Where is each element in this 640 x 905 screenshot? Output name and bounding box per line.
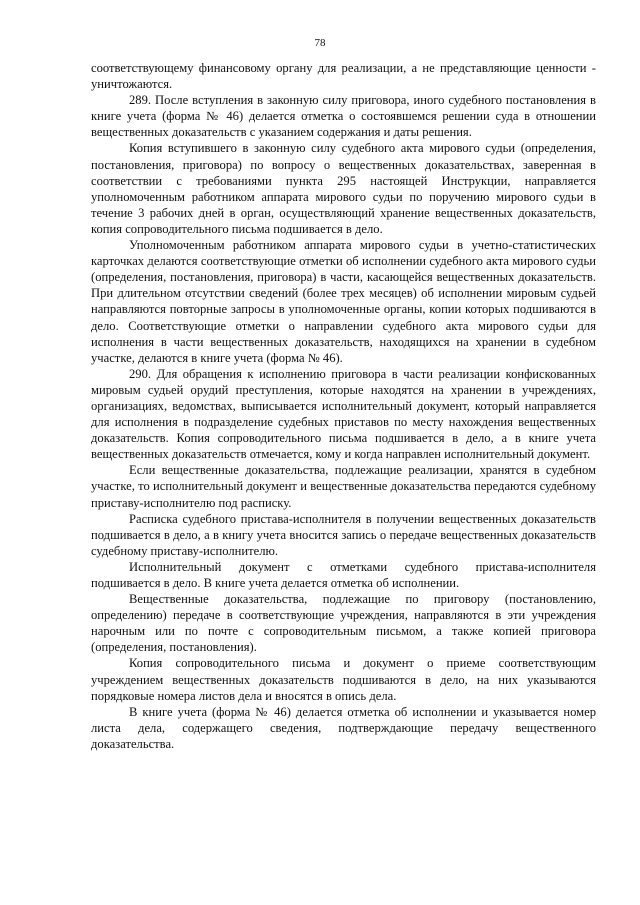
page-number: 78 bbox=[314, 37, 326, 49]
paragraph-court-act-copy: Копия вступившего в законную силу судебного акта мирового судьи (определения, постановления, приговора) по вопросу о вещественных доказательствах, заверенная в соответствии с требованиями пункта 295 настоящей Инструкции, направляется уполномоченным работником аппарата мирового судьи по поручению мирового судьи в течение 3 рабочих дней в орган, осуществляющий хранение вещественных доказательств, копия сопроводительного письма подшивается в дело. bbox=[91, 141, 596, 236]
paragraph-289: 289. После вступления в законную силу приговора, иного судебного постановления в книге учета (форма № 46) делается отметка о состоявшемся решении суда в отношении вещественных доказательств с указанием содержания и даты решения. bbox=[91, 93, 596, 140]
paragraph-transfer-to-institutions: Вещественные доказательства, подлежащие по приговору (постановлению, определению) передаче в соответствующие учреждения, направляются в эти учреждения нарочным или по почте с сопроводительным письмом, а также копией приговора (определения, постановления). bbox=[91, 592, 596, 655]
paragraph-cover-letter-copy: Копия сопроводительного письма и документ о приеме соответствующим учреждением вещественных доказательств подшиваются в дело, на них указываются порядковые номера листов дела и вносятся в опись дела. bbox=[91, 656, 596, 703]
paragraph-continuation: соответствующему финансовому органу для реализации, а не представляющие ценности - уничтожаются. bbox=[91, 61, 596, 92]
paragraph-290: 290. Для обращения к исполнению приговора в части реализации конфискованных мировым судьей орудий преступления, которые находятся на хранении в учреждениях, организациях, ведомствах, выписывается исполнительный документ, который направляется для исполнения в подразделение судебных приставов по месту нахождения вещественных доказательств. Копия сопроводительного письма подшивается в дело, а в книге учета вещественных доказательств отмечается, кому и когда направлен исполнительный документ. bbox=[91, 366, 596, 462]
document-body bbox=[91, 60, 596, 752]
paragraph-registration-cards: Уполномоченным работником аппарата мирового судьи в учетно-статистических карточках делаются соответствующие отметки об исполнении судебного акта мирового судьи (определения, постановления, приговора) в части, касающейся вещественных доказательств. При длительном отсутствии сведений (более трех месяцев) об исполнении мировым судьей направляются повторные запросы в уполномоченные органы, копии которых подшиваются в дело. Соответствующие отметки о направлении судебного акта мирового судьи для исполнения в части вещественных доказательств, находящихся на хранении в судебном участке, делаются в книге учета (форма № 46). bbox=[91, 238, 596, 365]
paragraph-accounting-book-note: В книге учета (форма № 46) делается отметка об исполнении и указывается номер листа дела, содержащего сведения, подтверждающие передачу вещественного доказательства. bbox=[91, 704, 596, 751]
paragraph-executive-document: Исполнительный документ с отметками судебного пристава-исполнителя подшивается в дело. В книге учета делается отметка об исполнении. bbox=[91, 559, 596, 590]
paragraph-stored-evidence: Если вещественные доказательства, подлежащие реализации, хранятся в судебном участке, то исполнительный документ и вещественные доказательства передаются судебному приставу-исполнителю под расписку. bbox=[91, 463, 596, 510]
paragraph-bailiff-receipt: Расписка судебного пристава-исполнителя в получении вещественных доказательств подшивается в дело, а в книгу учета вносится запись о передаче вещественных доказательств судебному приставу-исполнителю. bbox=[91, 511, 596, 558]
